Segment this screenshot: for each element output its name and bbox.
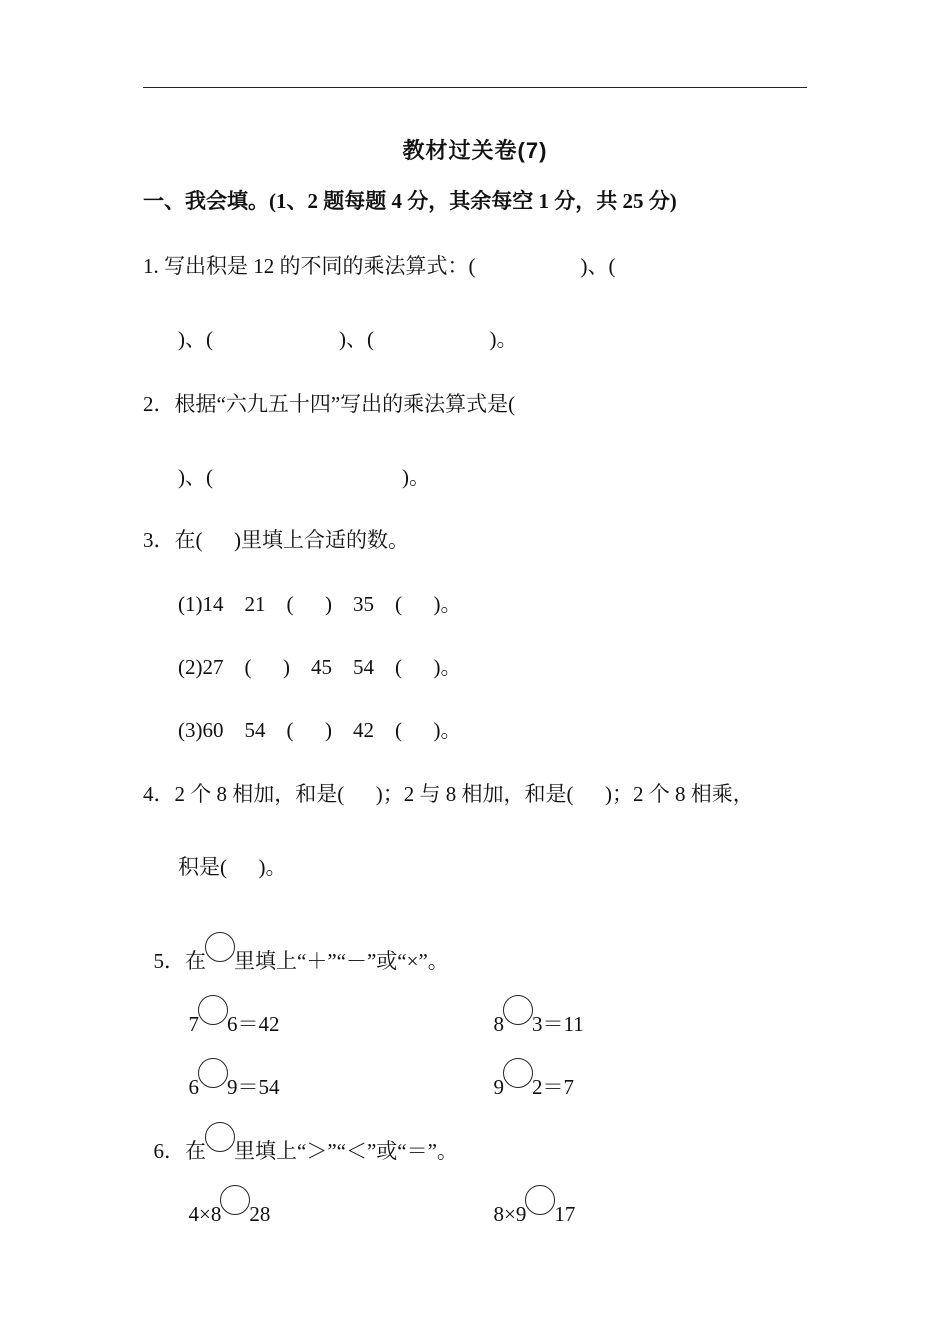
page-title: 教材过关卷(7) <box>402 138 548 163</box>
item-left-expression: 4×8 <box>188 1202 222 1226</box>
question-6-suffix: 里填上“＞”“＜”或“＝”。 <box>234 1139 458 1163</box>
question-3-sub-2: (2)27 ( ) 45 54 ( )。 <box>178 655 462 679</box>
question-5-instruction <box>143 918 449 974</box>
item-left-expression: 8×9 <box>493 1202 527 1226</box>
question-5-item-1 <box>178 981 280 1037</box>
question-3-sub-1: (1)14 21 ( ) 35 ( )。 <box>178 592 462 616</box>
question-2-line-2: )、( )。 <box>178 465 430 489</box>
answer-circle[interactable] <box>220 1185 250 1215</box>
question-5-item-2 <box>483 981 584 1037</box>
answer-circle[interactable] <box>503 995 533 1025</box>
question-4-line-1: 4．2 个 8 相加，和是( )；2 与 8 相加，和是( )；2 个 8 相乘， <box>143 782 754 806</box>
item-right-expression: 6＝42 <box>227 1012 280 1036</box>
question-3-line-1: 3．在( )里填上合适的数。 <box>143 528 409 552</box>
item-left-operand: 9 <box>493 1075 504 1099</box>
item-right-operand: 17 <box>554 1202 576 1226</box>
question-5-prefix: 5．在 <box>153 949 206 973</box>
item-right-operand: 28 <box>249 1202 271 1226</box>
question-6-item-1 <box>178 1171 270 1227</box>
question-5-suffix: 里填上“＋”“－”或“×”。 <box>234 949 449 973</box>
question-5-item-4 <box>483 1044 574 1100</box>
question-5-item-3 <box>178 1044 280 1100</box>
question-3-sub-3: (3)60 54 ( ) 42 ( )。 <box>178 718 462 742</box>
item-right-expression: 9＝54 <box>227 1075 280 1099</box>
answer-circle[interactable] <box>198 1058 228 1088</box>
item-right-expression: 2＝7 <box>532 1075 574 1099</box>
question-6-instruction <box>143 1108 458 1164</box>
question-1-line-1: 1. 写出积是 12 的不同的乘法算式：( )、( <box>143 254 616 278</box>
answer-circle[interactable] <box>205 932 235 962</box>
question-4-line-2: 积是( )。 <box>178 855 287 879</box>
answer-circle[interactable] <box>525 1185 555 1215</box>
item-right-expression: 3＝11 <box>532 1012 584 1036</box>
question-6-item-2 <box>483 1171 575 1227</box>
question-6-prefix: 6．在 <box>153 1139 206 1163</box>
item-left-operand: 6 <box>188 1075 199 1099</box>
section-heading: 一、我会填。(1、2 题每题 4 分，其余每空 1 分，共 25 分) <box>143 189 677 213</box>
item-left-operand: 8 <box>493 1012 504 1036</box>
question-2-line-1: 2．根据“六九五十四”写出的乘法算式是( <box>143 392 516 416</box>
question-1-line-2: )、( )、( )。 <box>178 327 518 351</box>
header-rule <box>143 87 807 88</box>
answer-circle[interactable] <box>198 995 228 1025</box>
answer-circle[interactable] <box>503 1058 533 1088</box>
item-left-operand: 7 <box>188 1012 199 1036</box>
answer-circle[interactable] <box>205 1122 235 1152</box>
